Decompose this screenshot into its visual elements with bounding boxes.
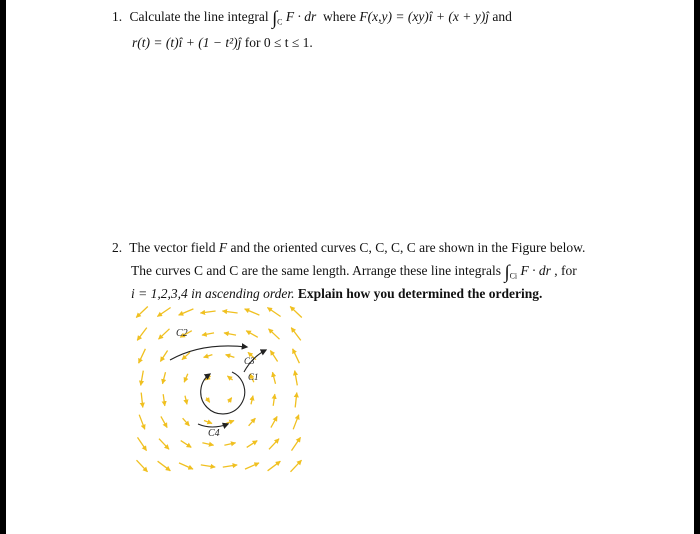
field-arrow [161,416,167,427]
field-arrow [269,329,280,339]
left-border [0,0,6,534]
field-arrow [136,307,148,318]
field-arrow [251,396,253,405]
field-arrow [224,333,236,335]
index-range: i = 1,2,3,4 in ascending order. [131,286,295,301]
problem2-line1 [112,240,585,256]
field-arrow [138,437,147,450]
problem2-text-a: The vector field [129,240,216,255]
problem2-text-c: The curves C and C are the same length. Arrange these line integrals [131,263,501,278]
field-arrow [245,309,260,315]
field-arrow [204,421,212,424]
field-arrow [268,461,281,471]
field-arrow [202,443,213,445]
label-c1: C1 [248,372,259,382]
field-arrow [206,398,209,403]
field-arrow [269,439,279,450]
curve-c2 [170,346,247,360]
integral-subscript: C [277,17,283,27]
field-arrow [227,376,232,380]
field-arrow [245,463,259,469]
field-arrow [158,461,171,471]
field-arrow [271,416,277,427]
problem1-line1 [112,8,512,31]
parameter-range: for 0 ≤ t ≤ 1. [244,35,313,50]
field-arrow [163,394,165,406]
problem1-intro: Calculate the line integral [129,9,269,24]
right-border [694,0,700,534]
field-arrow [222,311,237,313]
field-arrow [223,465,237,467]
field-arrow [270,351,277,362]
field-arrow [273,372,276,384]
field-arrow [139,415,145,430]
field-arrow [291,328,301,341]
field-arrow [273,394,275,406]
field-arrow [204,355,213,358]
curve-c4 [198,424,228,427]
field-arrow [295,393,297,408]
field-arrow [292,437,301,450]
integral-sign-2: ∫ [504,262,510,283]
problem1-and: and [492,9,512,24]
field-arrow [137,328,147,341]
field-definition: F(x,y) = (xy)î + (x + y)ĵ [359,9,490,24]
label-c2: C2 [176,328,188,339]
problem2-integrand: F · dr [520,263,551,278]
problem2-line3 [131,286,542,302]
field-arrows [136,307,302,472]
vector-field-figure [132,302,307,487]
label-c3: C3 [244,356,255,366]
field-arrow [181,441,192,448]
field-arrow [137,460,148,472]
field-arrow [226,355,235,358]
field-arrow [267,308,280,317]
field-arrow [159,329,170,339]
field-arrow [183,418,190,426]
field-arrow [247,441,258,448]
field-arrow [160,351,167,362]
field-arrow [163,372,166,384]
curve-definition: r(t) = (t)î + (1 − t²)ĵ [132,35,242,50]
field-arrow [226,421,234,424]
problem1-where: where [323,9,356,24]
field-arrow [141,371,144,386]
field-arrow [290,307,302,318]
label-c4: C4 [208,428,220,439]
problem2-text-b: and the oriented curves C, C, C, C are shown in the Figure below. [230,240,586,255]
vector-field-symbol: F [218,240,228,255]
field-arrow [157,308,170,317]
problem2-line2 [131,262,577,285]
field-arrow [202,333,214,335]
problem1-number: 1. [112,9,123,24]
field-arrow [141,393,143,408]
field-arrow [184,374,188,382]
problem1-line2 [132,35,313,51]
problem1-integrand: F · dr [285,9,317,24]
field-arrow [246,331,258,338]
field-arrow [293,349,300,363]
field-arrow [179,463,193,469]
field-arrow [293,415,299,430]
instruction-bold: Explain how you determined the ordering. [297,286,543,301]
problem2-text-d: , for [554,263,577,278]
field-arrow [295,371,298,386]
field-arrow [201,465,215,467]
field-arrow [249,418,256,426]
problem2-number: 2. [112,240,123,255]
field-arrow [228,398,231,403]
field-arrow [179,309,194,315]
field-arrow [200,311,215,313]
field-arrow [185,396,187,405]
integral-subscript-2: Ci [509,271,518,281]
field-arrow [291,460,302,472]
field-arrow [159,439,169,450]
field-arrow [139,349,146,363]
field-arrow [224,443,235,445]
integral-sign: ∫ [271,8,278,29]
